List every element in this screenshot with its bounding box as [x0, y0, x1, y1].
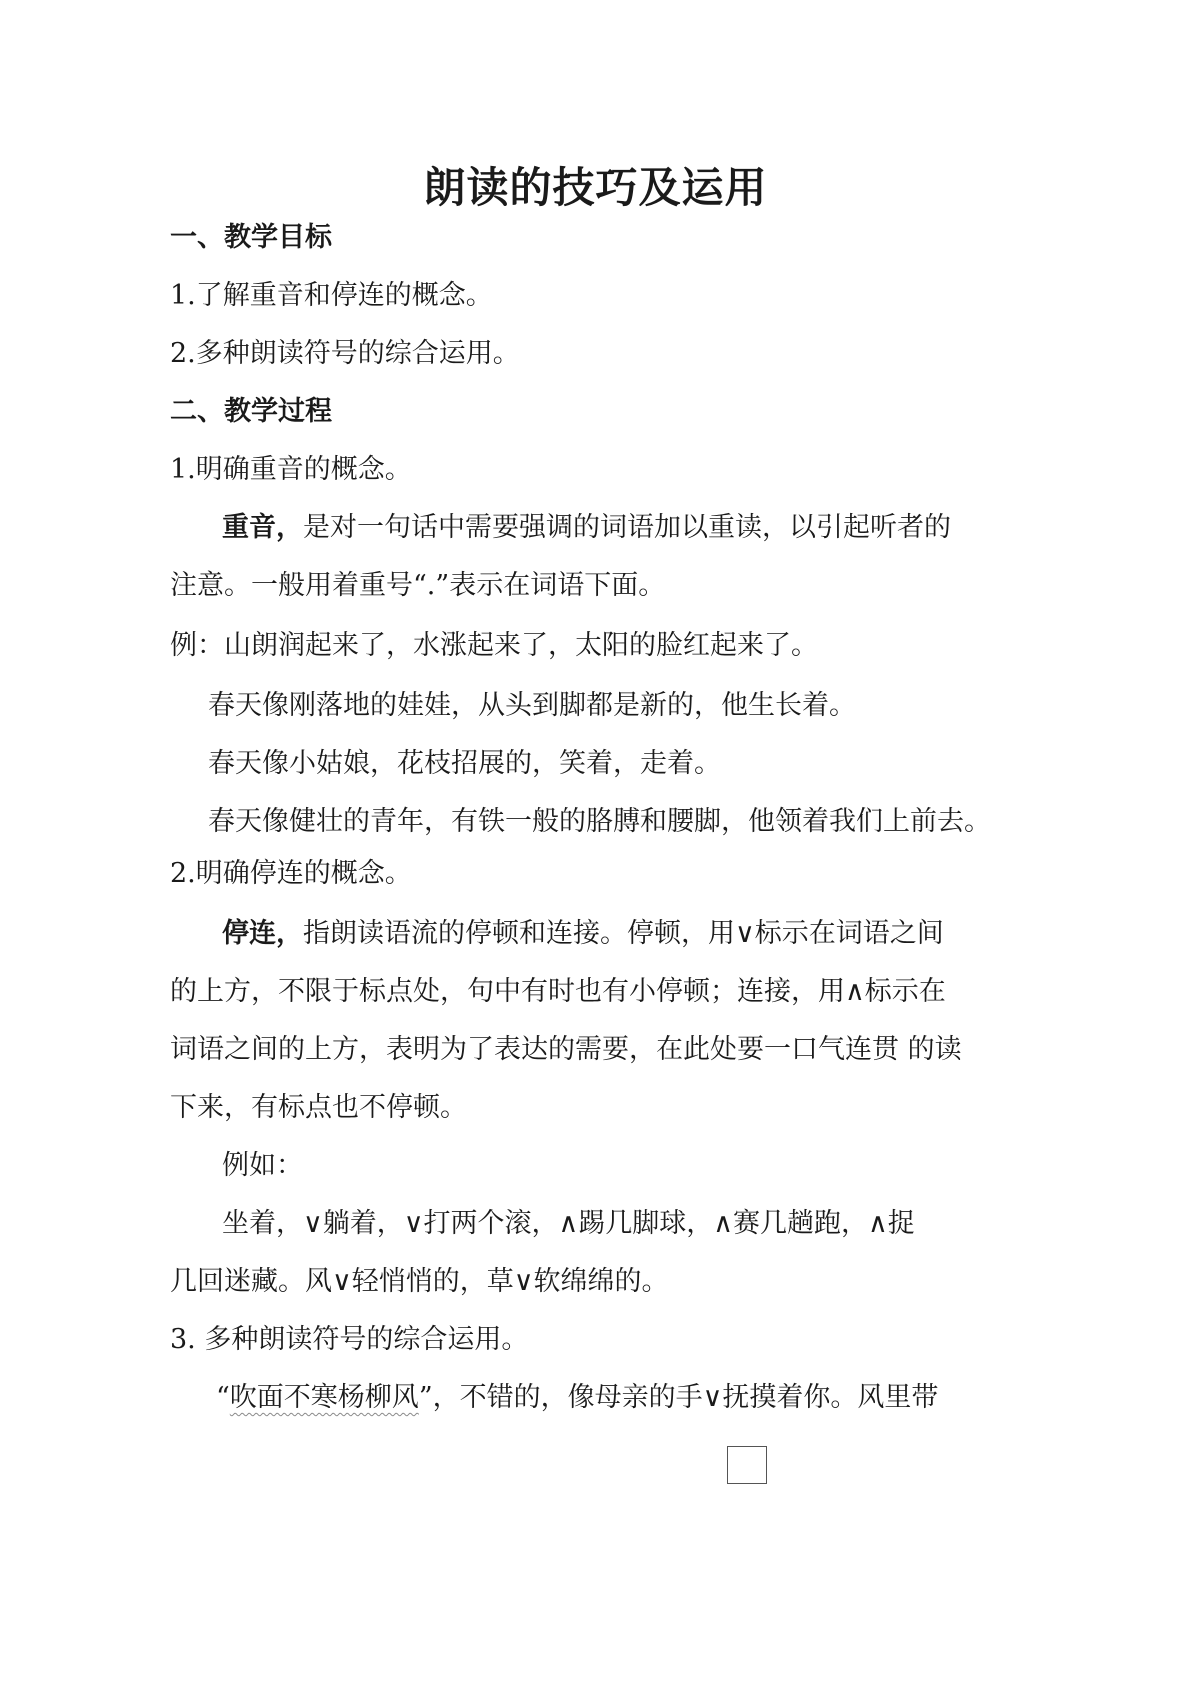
- process-item-2: 2.明确停连的概念。: [170, 858, 412, 889]
- stress-example-2: 春天像刚落地的娃娃，从头到脚都是新的，他生长着。: [208, 690, 856, 721]
- process-item-1: 1.明确重音的概念。: [170, 454, 412, 485]
- quote-open: “: [216, 1382, 230, 1413]
- pause-definition-line-3: 词语之间的上方，表明为了表达的需要，在此处要一口气连贯 的读: [170, 1034, 962, 1065]
- stress-definition-line-1: [222, 510, 951, 546]
- combined-example-text: ，不错的，像母亲的手∨抚摸着你。风里带: [432, 1382, 939, 1413]
- stress-definition-line-2: 注意。一般用着重号“.”表示在词语下面。: [170, 570, 666, 601]
- comment-marker-box[interactable]: [727, 1446, 767, 1484]
- objective-item-2: 2.多种朗读符号的综合运用。: [170, 338, 520, 369]
- section-heading-process: 二、教学过程: [170, 396, 332, 427]
- section-heading-objectives: 一、教学目标: [170, 222, 332, 253]
- pause-definition-line-2: 的上方，不限于标点处，句中有时也有小停顿；连接，用∧标示在: [170, 976, 946, 1007]
- stress-term: 重音，: [222, 512, 303, 543]
- stress-example-3: 春天像小姑娘，花枝招展的，笑着，走着。: [208, 748, 721, 779]
- quoted-phrase: 吹面不寒杨柳风: [229, 1382, 419, 1413]
- pause-example-line-1: 坐着，∨躺着，∨打两个滚，∧踢几脚球，∧赛几趟跑，∧捉: [222, 1208, 915, 1239]
- pause-term: 停连，: [222, 918, 303, 949]
- pause-example-line-2: 几回迷藏。风∨轻悄悄的，草∨软绵绵的。: [170, 1266, 669, 1297]
- document-title: 朗读的技巧及运用: [423, 163, 768, 212]
- stress-definition-text: 是对一句话中需要强调的词语加以重读，以引起听者的: [303, 512, 951, 543]
- stress-example-1: 例：山朗润起来了，水涨起来了，太阳的脸红起来了。: [170, 630, 818, 661]
- pause-definition-line-1: [222, 916, 944, 952]
- stress-example-4: 春天像健壮的青年，有铁一般的胳膊和腰脚，他领着我们上前去。: [208, 806, 991, 837]
- process-item-3: 3. 多种朗读符号的综合运用。: [170, 1324, 529, 1355]
- objective-item-1: 1.了解重音和停连的概念。: [170, 280, 493, 311]
- combined-example-line: [216, 1380, 938, 1416]
- pause-definition-line-4: 下来，有标点也不停顿。: [170, 1092, 467, 1123]
- quote-close: ”: [418, 1382, 433, 1413]
- pause-definition-text: 指朗读语流的停顿和连接。停顿，用∨标示在词语之间: [303, 918, 944, 949]
- pause-example-label: 例如：: [222, 1150, 303, 1181]
